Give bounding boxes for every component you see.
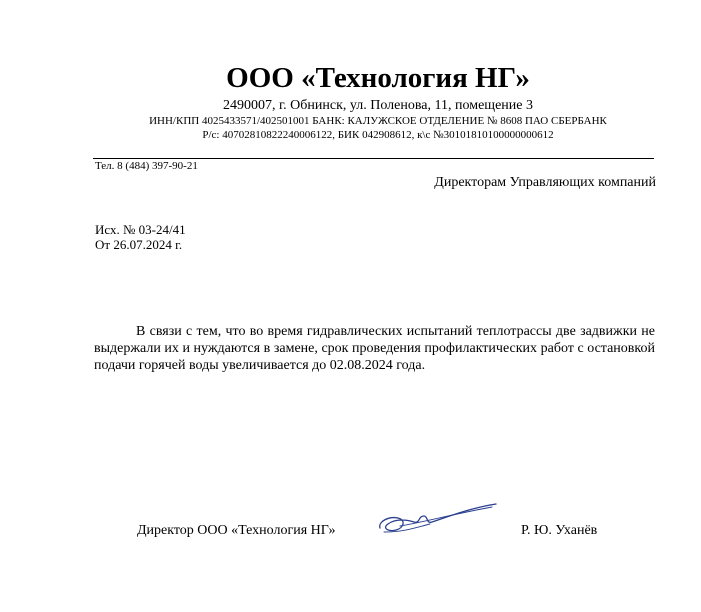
handwritten-signature <box>374 498 500 540</box>
signatory-title: Директор ООО «Технология НГ» <box>137 523 336 538</box>
signatory-name: Р. Ю. Уханёв <box>521 523 598 538</box>
company-account-details: Р/с: 40702810822240006122, БИК 042908612, к\с №30101810100000000612 <box>202 129 554 141</box>
company-address: 2490007, г. Обнинск, ул. Поленова, 11, помещение 3 <box>223 98 533 113</box>
outgoing-reference <box>95 222 186 252</box>
recipient: Директорам Управляющих компаний <box>434 175 656 190</box>
letterhead-divider <box>93 158 654 159</box>
outgoing-date: От 26.07.2024 г. <box>95 237 183 252</box>
signature-stroke <box>380 504 496 531</box>
letterhead <box>0 60 701 142</box>
outgoing-number: Исх. № 03-24/41 <box>95 222 186 237</box>
letter-body: В связи с тем, что во время гидравлических испытаний теплотрассы две задвижки не выдержали их и нуждаются в замене, срок проведения профилактических работ с остановкой подачи горячей воды увеличивается до 02.08.2024 года. <box>94 324 655 373</box>
company-name: ООО «Технология НГ» <box>226 62 530 94</box>
phone-number: Тел. 8 (484) 397-90-21 <box>95 160 198 172</box>
signature-underline <box>400 507 492 526</box>
company-bank-details: ИНН/КПП 4025433571/402501001 БАНК: КАЛУЖСКОЕ ОТДЕЛЕНИЕ № 8608 ПАО СБЕРБАНК <box>149 115 607 127</box>
